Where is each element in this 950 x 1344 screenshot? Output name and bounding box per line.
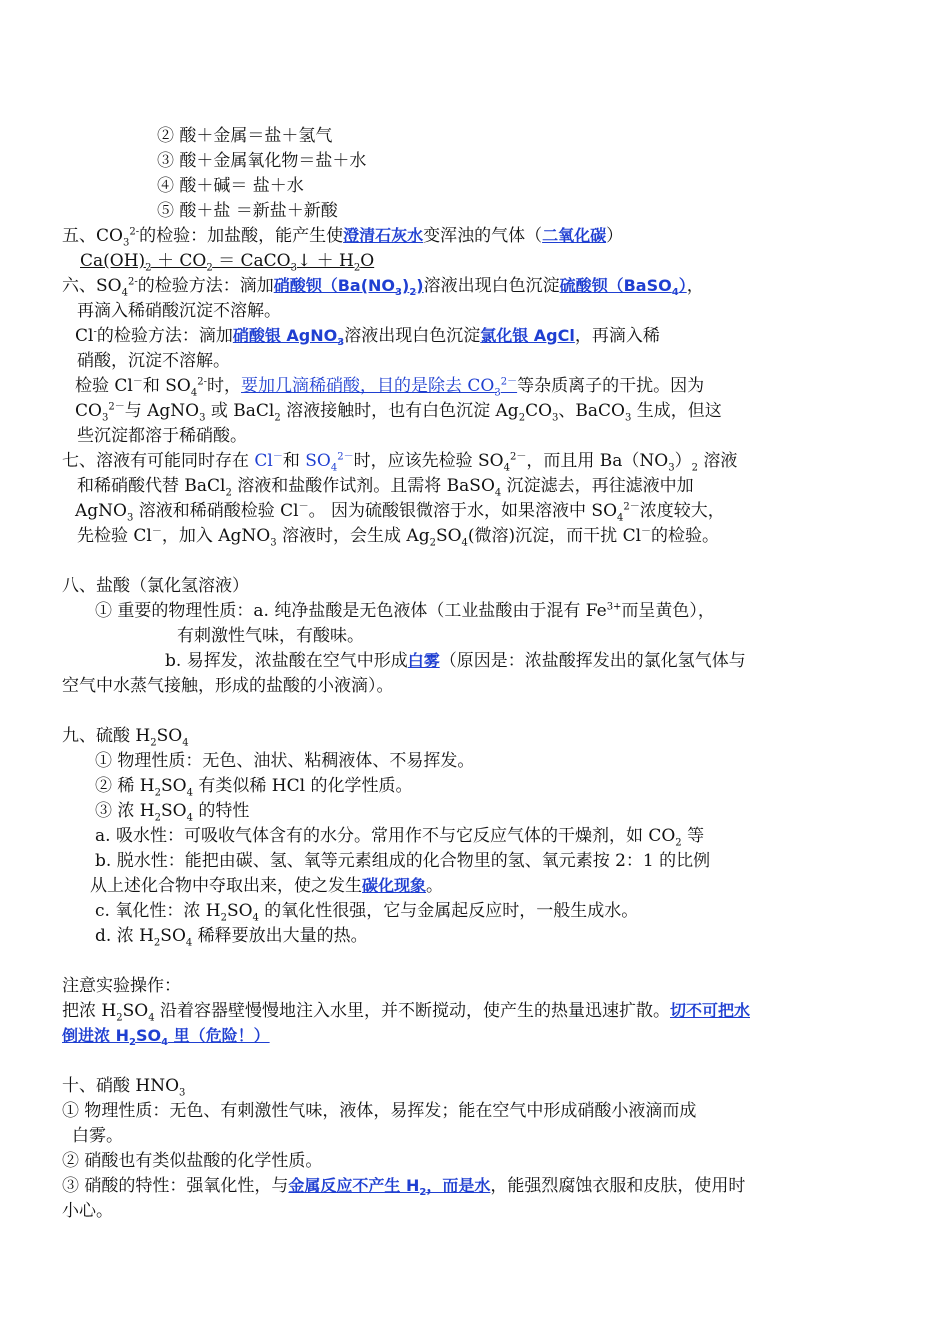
highlight-carbon-dioxide: 二氧化碳 [542, 226, 607, 245]
highlight-silver-chloride: 氯化银 AgCl [480, 326, 575, 345]
blue-sulfate-ion: $SO_4^{2-}$ [305, 451, 354, 474]
highlight-silver-nitrate: 硝酸银 AgNO$_3$ [232, 326, 345, 349]
sulfuric-dilution-heat: d. 浓 $H_2SO_4$ 稀释要放出大量的热。 [95, 926, 368, 949]
acid-property-5: ⑤ 酸＋盐 ＝新盐＋新酸 [157, 201, 338, 221]
note-line-1: 把浓 $H_2SO_4$ 沿着容器壁慢慢地注入水里，并不断搅动，使产生的热量迅速扩散。切不可把水 [62, 1001, 750, 1024]
section-8-title: 八、盐酸（氯化氢溶液） [62, 576, 249, 596]
section-10-title: 十、硝酸 $HNO_3$ [62, 1076, 186, 1099]
ion-check-note-line-3: 些沉淀都溶于稀硝酸。 [77, 426, 247, 446]
highlight-barium-sulfate: 硫酸钡（BaSO$_4$） [559, 276, 687, 299]
highlight-white-mist: 白雾 [407, 651, 440, 670]
ion-check-note-line-2: $CO_3^{2-}$与 AgNO$_3$ 或 BaCl$_2$ 溶液接触时，也有白色沉淀 $Ag_2CO_3$、BaCO$_3$ 生成，但这 [75, 401, 722, 424]
section-7-line-4: 先检验 Cl－，加入 AgNO$_3$ 溶液时，会生成 $Ag_2SO_4$(微溶)沉淀，而干扰 Cl－的检验。 [77, 526, 720, 549]
chloride-test: Cl-的检验方法：滴加硝酸银 AgNO$_3$溶液出现白色沉淀氯化银 AgCl，再滴入稀 [75, 326, 660, 349]
nitric-property-1: ① 物理性质：无色、有刺激性气味，液体，易挥发；能在空气中形成硝酸小液滴而成 [62, 1101, 697, 1121]
nitric-property-1-line-2: 白雾。 [72, 1126, 123, 1146]
sulfuric-property-1: ① 物理性质：无色、油状、粘稠液体、不易挥发。 [95, 751, 475, 771]
hcl-property-a-line-2: 有刺激性气味，有酸味。 [177, 626, 364, 646]
highlight-carbonization: 碳化现象 [362, 876, 427, 895]
blue-chloride-ion: Cl－ [254, 451, 283, 471]
section-7-line-3: AgNO$_3$ 溶液和稀硝酸检验 Cl－。 因为硫酸银微溶于水，如果溶液中 $SO_4^{2-}$浓度较大， [75, 501, 725, 524]
section-5-carbonate-test: 五、$CO_3^{2-}$的检验：加盐酸，能产生使澄清石灰水变浑浊的气体（二氧化碳） [62, 226, 624, 249]
highlight-limewater: 澄清石灰水 [343, 226, 424, 245]
nitric-property-2: ② 硝酸也有类似盐酸的化学性质。 [62, 1151, 323, 1171]
highlight-metal-reaction: 金属反应不产生 $H_2$，而是水 [288, 1176, 491, 1199]
chloride-test-line-2: 硝酸，沉淀不溶解。 [77, 351, 230, 371]
section-6-sulfate-test: 六、$SO_4^{2-}$的检验方法：滴加硝酸钡$(Ba(NO_3)_2)$溶液出现白色沉淀硫酸钡（BaSO$_4$）， [62, 276, 704, 299]
nitric-property-3: ③ 硝酸的特性：强氧化性，与金属反应不产生 $H_2$，而是水，能强烈腐蚀衣服和皮肤，使用时 [62, 1176, 746, 1199]
hcl-property-b: b. 易挥发，浓盐酸在空气中形成白雾（原因是：浓盐酸挥发出的氯化氢气体与 [165, 651, 746, 671]
acid-property-2: ② 酸＋金属＝盐＋氢气 [157, 126, 333, 146]
limewater-equation: $Ca(OH)_2 + CO_2$ ＝ CaCO$_3$↓ ＋ $H_2O$ [80, 251, 375, 274]
hcl-property-b-line-2: 空气中水蒸气接触，形成的盐酸的小液滴）。 [62, 676, 394, 696]
nitric-property-3-line-2: 小心。 [62, 1201, 113, 1221]
section-7-combined-test: 七、溶液有可能同时存在 Cl－和 $SO_4^{2-}$时，应该先检验 $SO_4^{2-}$，而且用 $Ba(NO_3)_2$ 溶液 [62, 451, 738, 474]
highlight-warning-part-1: 切不可把水 [669, 1001, 750, 1020]
sulfuric-dehydrating: b. 脱水性：能把由碳、氢、氧等元素组成的化合物里的氢、氧元素按 2：1 的比例 [95, 851, 711, 871]
blue-nitric-acid-note: 要加几滴稀硝酸，目的是除去 $CO_3^{2-}$ [240, 376, 518, 399]
section-7-line-2: 和稀硝酸代替 BaCl$_2$ 溶液和盐酸作试剂。且需将 BaSO$_4$ 沉淀滤去，再往滤液中加 [77, 476, 694, 499]
sulfuric-hygroscopic: a. 吸水性：可吸收气体含有的水分。常用作不与它反应气体的干燥剂，如 $CO_2$ 等 [95, 826, 705, 849]
sulfuric-dehydrating-line-2: 从上述化合物中夺取出来，使之发生碳化现象。 [90, 876, 444, 896]
sulfuric-property-2: ② 稀 $H_2SO_4$ 有类似稀 HCl 的化学性质。 [95, 776, 413, 799]
note-line-2 [62, 1024, 270, 1048]
hcl-property-a: ① 重要的物理性质：a. 纯净盐酸是无色液体（工业盐酸由于混有 $Fe^{3+}$而呈黄色）， [95, 601, 715, 621]
sulfate-test-line-2: 再滴入稀硝酸沉淀不溶解。 [77, 301, 281, 321]
highlight-barium-nitrate: 硝酸钡$(Ba(NO_3)_2)$ [273, 276, 424, 299]
acid-property-4: ④ 酸＋碱＝ 盐＋水 [157, 176, 304, 196]
highlight-warning-part-2: 倒进浓 $H_2SO_4$ 里（危险！） [62, 1026, 270, 1049]
section-9-title: 九、硫酸 $H_2SO_4$ [62, 726, 189, 749]
acid-property-3: ③ 酸＋金属氧化物＝盐＋水 [157, 151, 367, 171]
sulfuric-oxidizing: c. 氧化性：浓 $H_2SO_4$ 的氧化性很强，它与金属起反应时，一般生成水。 [95, 901, 639, 924]
sulfuric-property-3: ③ 浓 $H_2SO_4$ 的特性 [95, 801, 250, 824]
ion-check-note: 检验 Cl－和 $SO_4^{2-}$时，要加几滴稀硝酸，目的是除去 $CO_3^{2-}$等杂质离子的干扰。因为 [75, 376, 705, 399]
note-title: 注意实验操作： [62, 976, 181, 996]
